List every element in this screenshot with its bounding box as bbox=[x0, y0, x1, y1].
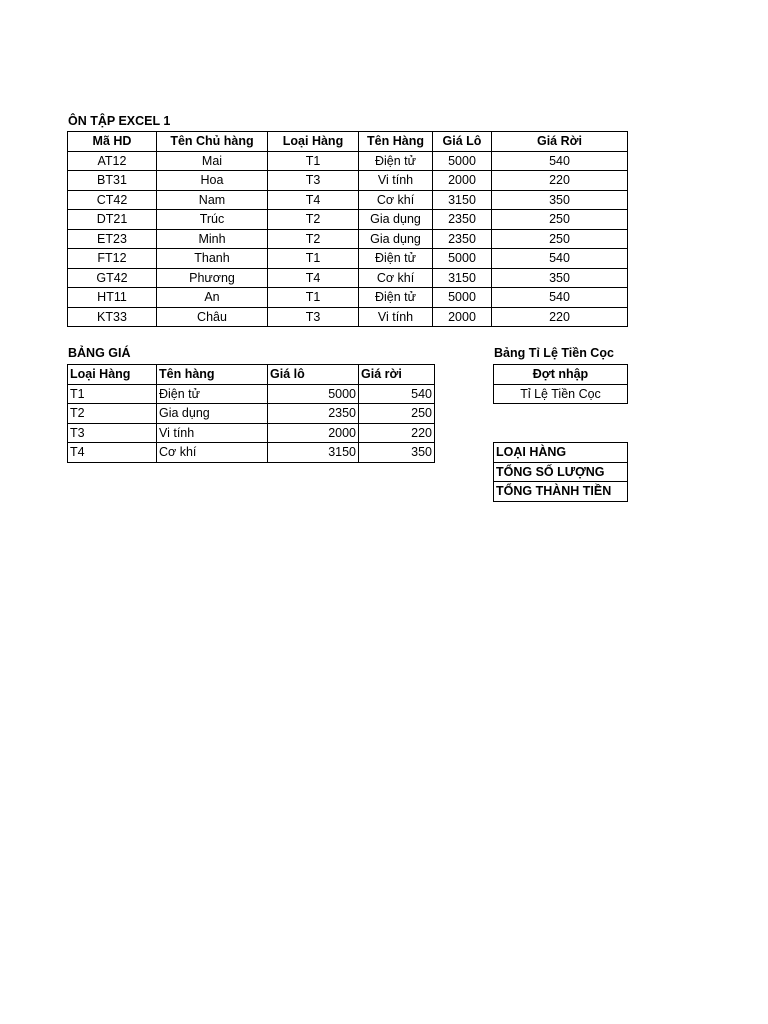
main-table-header-row bbox=[68, 132, 628, 152]
table-cell: T2 bbox=[268, 229, 359, 249]
table-cell: 350 bbox=[492, 190, 628, 210]
table-cell: T1 bbox=[268, 288, 359, 308]
header-gia-lo: Giá Lô bbox=[433, 132, 492, 152]
summary-table bbox=[493, 442, 628, 502]
summary-row bbox=[494, 482, 628, 502]
summary-tong-thanh-tien: TỔNG THÀNH TIỀN bbox=[494, 482, 628, 502]
table-cell: T1 bbox=[68, 384, 157, 404]
table-row bbox=[68, 249, 628, 269]
table-cell: T4 bbox=[68, 443, 157, 463]
table-cell: T3 bbox=[68, 423, 157, 443]
header-ten-hang: Tên Hàng bbox=[359, 132, 433, 152]
table-cell: CT42 bbox=[68, 190, 157, 210]
table-row bbox=[68, 404, 435, 424]
price-header-gia-lo: Giá lô bbox=[268, 365, 359, 385]
header-ma-hd: Mã HD bbox=[68, 132, 157, 152]
price-table bbox=[67, 364, 435, 463]
deposit-header-dot-nhap: Đợt nhập bbox=[494, 365, 628, 385]
table-row bbox=[68, 210, 628, 230]
table-cell: 220 bbox=[492, 307, 628, 327]
table-cell: Phương bbox=[157, 268, 268, 288]
table-cell: Mai bbox=[157, 151, 268, 171]
table-cell: Gia dụng bbox=[157, 404, 268, 424]
table-cell: Cơ khí bbox=[157, 443, 268, 463]
table-cell: 540 bbox=[359, 384, 435, 404]
header-gia-roi: Giá Rời bbox=[492, 132, 628, 152]
table-cell: An bbox=[157, 288, 268, 308]
table-cell: 3150 bbox=[433, 268, 492, 288]
table-cell: Gia dụng bbox=[359, 210, 433, 230]
table-cell: 3150 bbox=[433, 190, 492, 210]
table-cell: 2350 bbox=[433, 210, 492, 230]
table-cell: Cơ khí bbox=[359, 268, 433, 288]
table-cell: BT31 bbox=[68, 171, 157, 191]
table-cell: Châu bbox=[157, 307, 268, 327]
header-loai-hang: Loại Hàng bbox=[268, 132, 359, 152]
deposit-table bbox=[493, 364, 628, 404]
table-cell: 2000 bbox=[268, 423, 359, 443]
table-cell: 5000 bbox=[268, 384, 359, 404]
table-cell: 220 bbox=[359, 423, 435, 443]
table-cell: T3 bbox=[268, 307, 359, 327]
table-cell: 5000 bbox=[433, 151, 492, 171]
summary-row bbox=[494, 462, 628, 482]
table-cell: Điện tử bbox=[359, 249, 433, 269]
table-cell: 2000 bbox=[433, 307, 492, 327]
table-cell: T2 bbox=[68, 404, 157, 424]
table-row bbox=[68, 307, 628, 327]
table-cell: Thanh bbox=[157, 249, 268, 269]
table-cell: T1 bbox=[268, 151, 359, 171]
table-cell: AT12 bbox=[68, 151, 157, 171]
table-cell: 250 bbox=[492, 210, 628, 230]
table-cell: DT21 bbox=[68, 210, 157, 230]
table-cell: 540 bbox=[492, 288, 628, 308]
table-row bbox=[68, 384, 435, 404]
summary-row bbox=[494, 443, 628, 463]
table-row bbox=[68, 288, 628, 308]
table-cell: 250 bbox=[492, 229, 628, 249]
table-cell: GT42 bbox=[68, 268, 157, 288]
table-cell: 3150 bbox=[268, 443, 359, 463]
deposit-row-label: Tỉ Lệ Tiền Cọc bbox=[494, 384, 628, 404]
deposit-header-row bbox=[494, 365, 628, 385]
price-header-ten-hang: Tên hàng bbox=[157, 365, 268, 385]
table-cell: Hoa bbox=[157, 171, 268, 191]
main-table bbox=[67, 131, 628, 327]
table-cell: 2350 bbox=[268, 404, 359, 424]
table-cell: Điện tử bbox=[359, 288, 433, 308]
table-cell: 5000 bbox=[433, 288, 492, 308]
table-cell: T2 bbox=[268, 210, 359, 230]
table-row bbox=[68, 171, 628, 191]
header-ten-chu-hang: Tên Chủ hàng bbox=[157, 132, 268, 152]
table-row bbox=[68, 443, 435, 463]
table-cell: Cơ khí bbox=[359, 190, 433, 210]
table-cell: HT11 bbox=[68, 288, 157, 308]
table-cell: T1 bbox=[268, 249, 359, 269]
price-header-gia-roi: Giá rời bbox=[359, 365, 435, 385]
table-cell: Điện tử bbox=[157, 384, 268, 404]
table-cell: 220 bbox=[492, 171, 628, 191]
table-cell: Vi tính bbox=[157, 423, 268, 443]
table-cell: 5000 bbox=[433, 249, 492, 269]
table-cell: 540 bbox=[492, 249, 628, 269]
table-cell: 540 bbox=[492, 151, 628, 171]
table-cell: Vi tính bbox=[359, 307, 433, 327]
table-row bbox=[68, 268, 628, 288]
table-cell: Gia dụng bbox=[359, 229, 433, 249]
table-row bbox=[68, 151, 628, 171]
price-table-header-row bbox=[68, 365, 435, 385]
deposit-row bbox=[494, 384, 628, 404]
summary-tong-so-luong: TỔNG SỐ LƯỢNG bbox=[494, 462, 628, 482]
table-row bbox=[68, 190, 628, 210]
deposit-table-title: Bảng Tỉ Lệ Tiền Cọc bbox=[494, 346, 614, 360]
table-row bbox=[68, 423, 435, 443]
table-cell: Điện tử bbox=[359, 151, 433, 171]
table-cell: 250 bbox=[359, 404, 435, 424]
table-cell: T3 bbox=[268, 171, 359, 191]
table-cell: T4 bbox=[268, 268, 359, 288]
price-table-title: BẢNG GIÁ bbox=[68, 346, 131, 360]
table-cell: Nam bbox=[157, 190, 268, 210]
table-row bbox=[68, 229, 628, 249]
table-cell: ET23 bbox=[68, 229, 157, 249]
price-header-loai-hang: Loại Hàng bbox=[68, 365, 157, 385]
table-cell: KT33 bbox=[68, 307, 157, 327]
table-cell: Vi tính bbox=[359, 171, 433, 191]
table-cell: 350 bbox=[359, 443, 435, 463]
table-cell: Trúc bbox=[157, 210, 268, 230]
table-cell: T4 bbox=[268, 190, 359, 210]
table-cell: 2350 bbox=[433, 229, 492, 249]
summary-loai-hang: LOẠI HÀNG bbox=[494, 443, 628, 463]
table-cell: 350 bbox=[492, 268, 628, 288]
sheet-title: ÔN TẬP EXCEL 1 bbox=[68, 114, 171, 128]
table-cell: 2000 bbox=[433, 171, 492, 191]
table-cell: FT12 bbox=[68, 249, 157, 269]
table-cell: Minh bbox=[157, 229, 268, 249]
